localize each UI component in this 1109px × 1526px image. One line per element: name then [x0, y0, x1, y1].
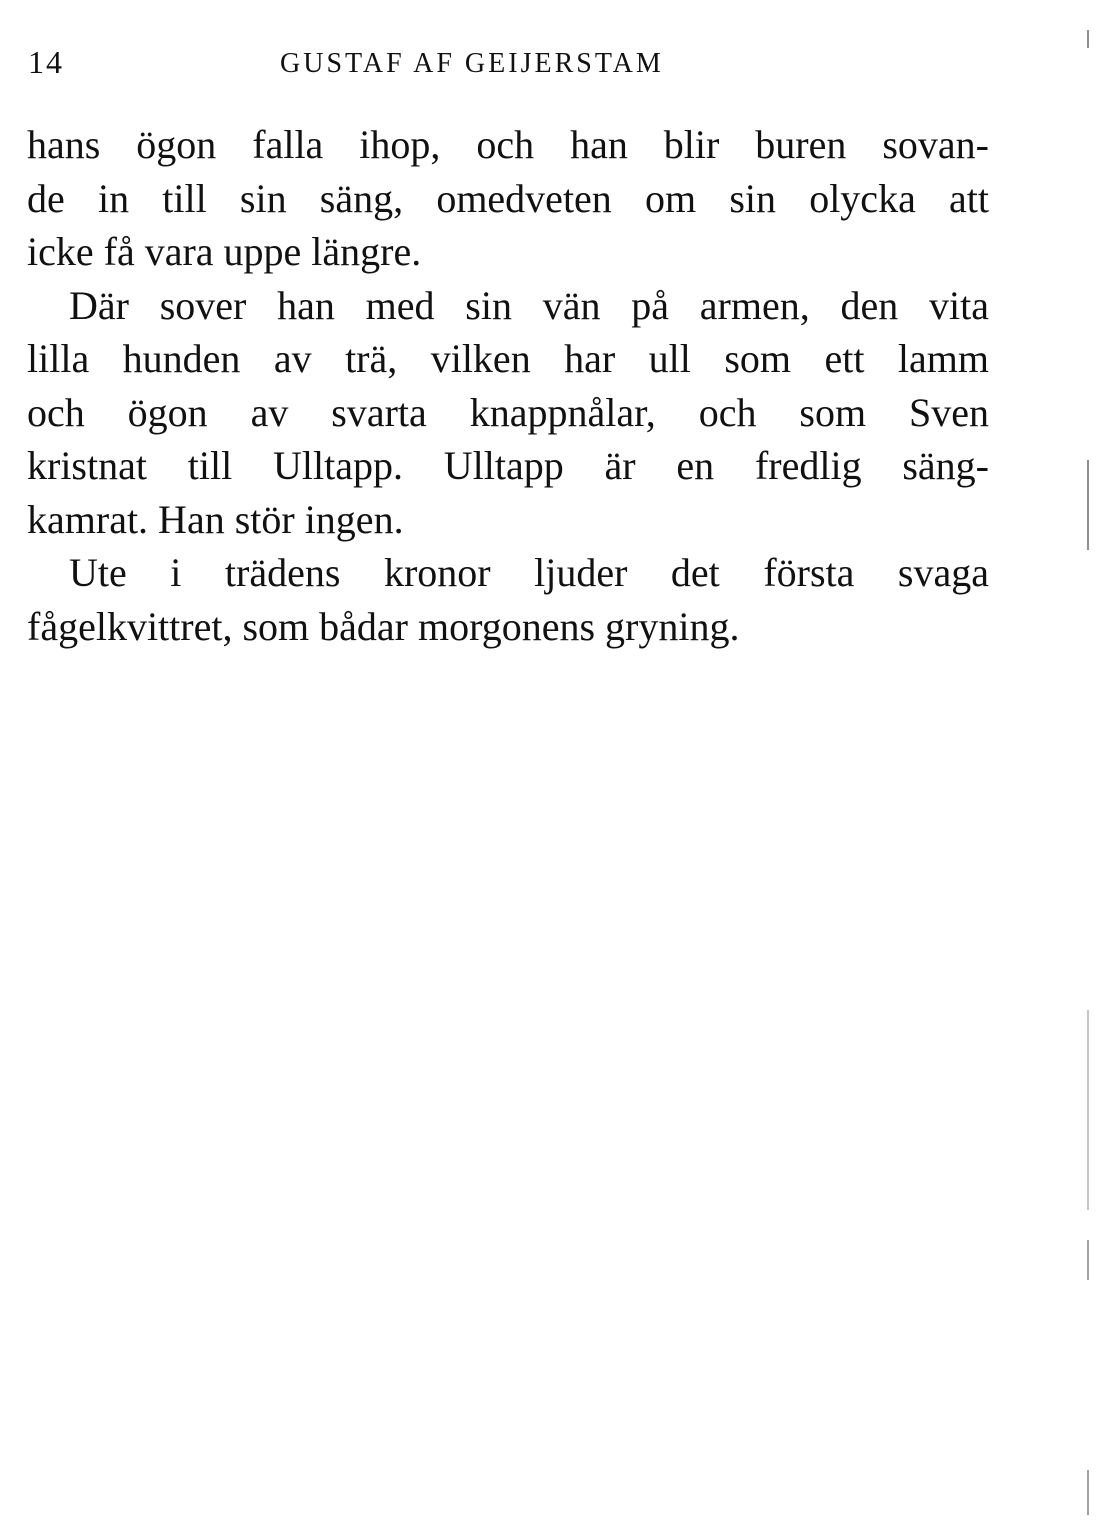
text-line: icke få vara uppe längre.	[27, 229, 422, 274]
text-line: hans ögon falla ihop, och han blir buren sovan-	[27, 122, 989, 167]
scan-edge-mark	[1087, 460, 1089, 550]
text-line: och ögon av svarta knappnålar, och som Sven	[27, 389, 989, 435]
scan-edge-mark	[1087, 1010, 1089, 1210]
page-number: 14	[28, 44, 64, 80]
text-line: fågelkvittret, som bådar morgonens gryning.	[27, 603, 740, 649]
paragraph	[27, 118, 989, 279]
paragraph	[27, 279, 989, 547]
scan-edge-mark	[1087, 1240, 1089, 1280]
text-line: lilla hunden av trä, vilken har ull som ett lamm	[27, 336, 989, 381]
body-text	[27, 118, 989, 653]
text-line: Där sover han med sin vän på armen, den vita	[69, 282, 989, 328]
scan-edge-mark	[1087, 1470, 1089, 1515]
text-line: kristnat till Ulltapp. Ulltapp är en fredlig säng-	[27, 443, 989, 488]
text-line: de in till sin säng, omedveten om sin olycka att	[27, 175, 989, 221]
text-line: kamrat. Han stör ingen.	[27, 496, 404, 542]
text-line: Ute i trädens kronor ljuder det första svaga	[69, 550, 989, 595]
running-head: GUSTAF AF GEIJERSTAM	[280, 48, 664, 79]
scan-edge-mark	[1087, 30, 1089, 48]
paragraph	[27, 546, 989, 653]
